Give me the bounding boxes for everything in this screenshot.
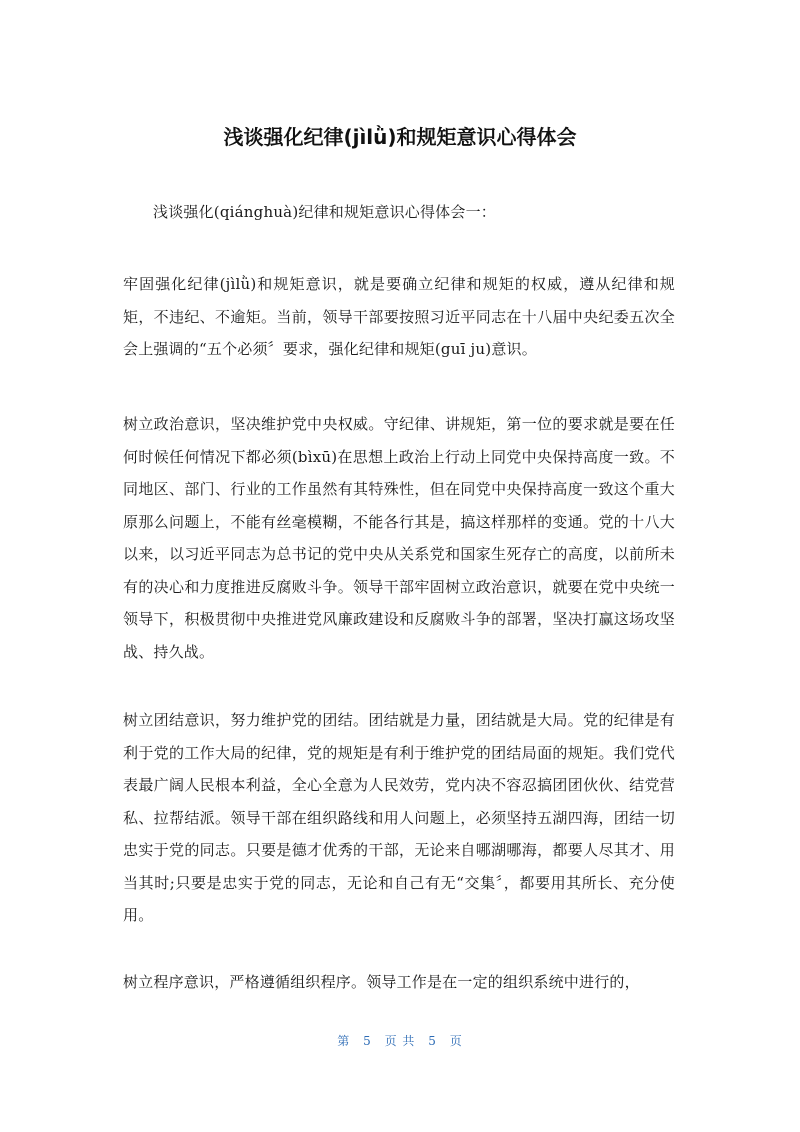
paragraph-discipline: 牢固强化纪律(jìlǜ)和规矩意识，就是要确立纪律和规矩的权威，遵从纪律和规矩，不违纪、不逾矩。当前，领导干部要按照习近平同志在十八届中央纪委五次全会上强调的“五个必须〞要求，强化纪律和规矩(guī ju)意识。 [123, 275, 675, 358]
footer-total-pages: 5 [428, 1034, 437, 1048]
intro-line: 浅谈强化(qiánghuà)纪律和规矩意识心得体会一： [153, 203, 496, 221]
footer-prefix: 第 [337, 1034, 351, 1048]
footer-current-page: 5 [363, 1034, 372, 1048]
paragraph-unity-awareness: 树立团结意识，努力维护党的团结。团结就是力量，团结就是大局。党的纪律是有利于党的工作大局的纪律，党的规矩是有利于维护党的团结局面的规矩。我们党代表最广阔人民根本利益，全心全意为人民效劳，党内决不容忍搞团团伙伙、结党营私、拉帮结派。领导干部在组织路线和用人问题上，必须坚持五湖四海，团结一切忠实于党的同志。只要是德才优秀的干部，无论来自哪湖哪海，都要人尽其才、用当其时;只要是忠实于党的同志，无论和自己有无“交集〞，都要用其所长、充分使用。 [123, 711, 675, 924]
paragraph-procedure-awareness: 树立程序意识，严格遵循组织程序。领导工作是在一定的组织系统中进行的， [123, 973, 640, 991]
footer-suffix: 页 [449, 1034, 463, 1048]
footer-middle: 页 共 [384, 1034, 416, 1048]
page-footer [0, 1032, 800, 1049]
document-title: 浅谈强化纪律(jìlǜ)和规矩意识心得体会 [223, 125, 577, 149]
paragraph-political-awareness: 树立政治意识，坚决维护党中央权威。守纪律、讲规矩，第一位的要求就是要在任何时候任何情况下都必须(bìxū)在思想上政治上行动上同党中央保持高度一致。不同地区、部门、行业的工作虽然有其特殊性，但在同党中央保持高度一致这个重大原那么问题上，不能有丝毫模糊，不能各行其是，搞这样那样的变通。党的十八大以来，以习近平同志为总书记的党中央从关系党和国家生死存亡的高度，以前所未有的决心和力度推进反腐败斗争。领导干部牢固树立政治意识，就要在党中央统一领导下，积极贯彻中央推进党风廉政建设和反腐败斗争的部署，坚决打赢这场攻坚战、持久战。 [123, 415, 675, 661]
